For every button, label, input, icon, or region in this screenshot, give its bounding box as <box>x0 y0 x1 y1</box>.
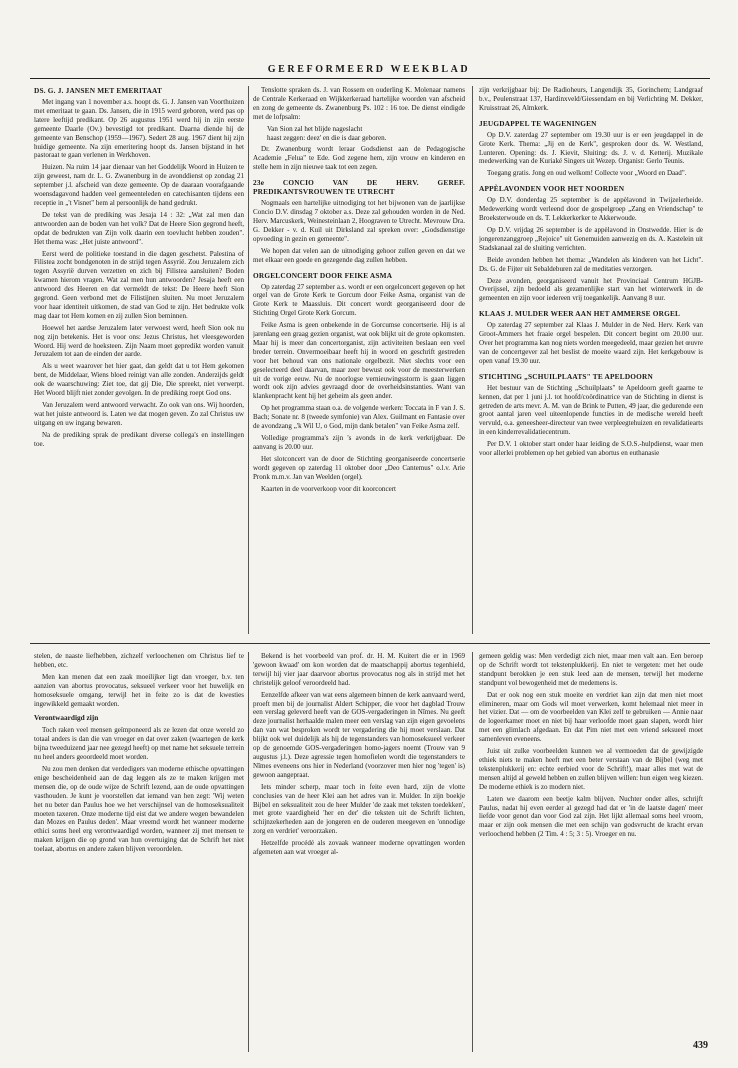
paragraph: Laten we daarom een beetje kalm blijven. Nuchter onder alles, schrijft Paulus, nadat hij even eerder al gezegd had dat er 'in de laatste dagen' meer liefde voor genot dan voor God zal zijn. Het lijkt allemaal soms heel vroom, maar er zijn ook mensen die met een schijn van godsvrucht de kracht ervan verloochend hebben (2 Tim. 4 : 5; 3 : 5). Vroeger en nu. <box>479 794 703 839</box>
paragraph: Iets minder scherp, maar toch in feite even hard, zijn de vlotte conclusies van de heer Klei aan het adres van ir. Mulder. In zijn boekje Bijbel en seksualiteit zou de heer Mulder 'de zaak met teksten toedekken', met grote vaardigheid 'her en der' die teksten uit de Schrift lichten, schijnzekerheden aan de jongeren en de ouderen meegeven en 'onnodige zorg en verdriet' veroorzaken. <box>253 782 465 836</box>
paragraph: Op zaterdag 27 september zal Klaas J. Mulder in de Ned. Herv. Kerk van Groot-Ammers het fraaie orgel bespelen. Dit concert begint om 20.00 uur. Over het programma kan nog niets worden meegedeeld, maar gezien het œuvre van de concertgever zal het beslist de moeite waard zijn. Het kerkgebouw is open vanaf 19.30 uur. <box>479 321 703 365</box>
column-divider <box>472 86 473 634</box>
paragraph: Juist uit zulke voorbeelden kunnen we al vermoeden dat de gewijzigde ethiek niets te maken heeft met een beter verstaan van de Bijbel (weg met tekstenplukkerij en: echte eerbied voor de Schrift!), maar alles met wat de mensen altijd al geweld hebben en zullen blijven willen: hun eigen weg kiezen. De moderne ethiek is zo modern niet. <box>479 747 703 791</box>
paragraph: stelen, de naaste liefhebben, zichzelf verloochenen om Christus lief te hebben, etc. <box>34 652 244 669</box>
column-divider <box>472 652 473 1052</box>
column-1 <box>34 86 244 626</box>
paragraph: Toegang gratis. Jong en oud welkom! Collecte voor „Woord en Daad". <box>487 169 687 178</box>
paragraph: Het bestuur van de Stichting „Schuilplaats" te Apeldoorn geeft gaarne te kennen, dat per 1 juni j.l. tot hoofd/coördinatrice van de Stichting in dienst is getreden de arts mevr. A. M. van de Brink te Putten, 49 jaar, die gedurende een groot aantal jaren veel uiteenlopende functies in de medische wereld heeft vervuld, o.a. geneesheer-directeur van twee verpleegtehuizen en revalidatiearts in een kinderrevalidatiecentrum. <box>479 383 703 437</box>
bottom-column-1 <box>34 652 244 1052</box>
paragraph: Op het programma staan o.a. de volgende werken: Toccata in F van J. S. Bach; Sonate nr. 8 (tweede symfonie) van Alex. Guilmant en Fantasie over de avondzang „'k Wil U, o God, mijn dank betalen" van Feike Asma zelf. <box>253 404 465 431</box>
paragraph: Op zaterdag 27 september a.s. wordt er een orgelconcert gegeven op het orgel van de Grote Kerk te Gorcum door Feike Asma, organist van de Grote Kerk te Maassluis. Dit concert wordt georganiseerd door de Stichting Orgel Grote Kerk Gorcum. <box>253 282 465 318</box>
subheading: Verontwaardigd zijn <box>34 713 99 723</box>
article-heading: DS. G. J. JANSEN MET EMERITAAT <box>34 86 163 95</box>
article-heading: ORGELCONCERT DOOR FEIKE ASMA <box>253 270 393 280</box>
paragraph: Toch raken veel mensen geïmponeerd als ze lezen dat onze wereld zo totaal anders is dan die van vroeger en dat over zaken (waartegen de kerk bijna tweeduizend jaar nee gezegd heeft) op met name het seksuele terrein nu heel anders geoordeeld moet worden. <box>34 726 244 762</box>
psalm-verse: haast zeggen: deez' en die is daar geboren. <box>267 133 387 142</box>
masthead-rule <box>30 78 710 79</box>
paragraph: We hopen dat velen aan de uitnodiging gehoor zullen geven en dat we met elkaar een goede en gezegende dag zullen hebben. <box>253 246 465 264</box>
paragraph: Feike Asma is geen onbekende in de Gorcumse concertserie. Hij is al jarenlang een graag gezien organist, wat ook blijkt uit de grote opkomsten. Maar hij is meer dan concertorganist, zijn activiteiten beslaan een veel breder terrein. Onvermoeibaar heeft hij in woord en geschrift gestreden voor het behoud van ons nationale orgelbezit. Niet slechts voor een geselecteerd deel daarvan, maar zeer bewust ook voor de meesterwerken uit de vorige eeuw. Nu de noorlogse vernieuwingsstorm is gaan liggen wordt ook zijn advies gevraagd door de overheidsinstanties. Want van klankenpracht kent hij het geheim als geen ander. <box>253 321 465 401</box>
paragraph: Hetzelfde procédé als zovaak wanneer moderne opvattingen worden afgemeten aan wat vroeger al- <box>253 839 465 857</box>
paragraph: De tekst van de prediking was Jesaja 14 : 32: „Wat zal men dan antwoorden aan de boden van het volk? Dat de Heere Sion gegrond heeft, opdat de bedrukten van Zijn volk daarin een toevlucht hebben zouden". Het thema was: „Het juiste antwoord". <box>34 210 244 246</box>
column-divider <box>248 86 249 634</box>
paragraph: Tenslotte spraken ds. J. van Rossem en ouderling K. Molenaar namens de Centrale Kerkeraad en Wijkkerkeraad hartelijke woorden van afscheid en zong de gemeente ds. Zwanenburg Ps. 102 : 16 toe. De dienst eindigde met de lofpsalm: <box>253 86 465 121</box>
paragraph: Per D.V. 1 oktober start onder haar leiding de S.O.S.-hulpdienst, waar men voor allerlei problemen op het gebied van abortus en euthanasie <box>479 440 703 458</box>
article-heading: APPÈLAVONDEN VOOR HET NOORDEN <box>479 184 625 194</box>
article-heading: JEUGDAPPEL TE WAGENINGEN <box>479 118 597 128</box>
paragraph: Eenzelfde afkeer van wat eens algemeen binnen de kerk aanvaard werd, proeft men bij de journalist Aldert Schipper, die voor het dagblad Trouw een verslag geleverd heeft van de GOS-vergaderingen in Nîmes. Nu geeft deze journalist herhaalde malen meer een verslag van zijn eigen gevoelens dan van wat besproken wordt ter vergadering die hij moet verslaan. Dat blijkt ook wel duidelijk als hij de tegenstanders van homoseksueel verkeer op de genoemde GOS-vergaderingen homo-jagers noemt (Trouw van 9 augustus j.l.). Deze agressie tegen homofielen wordt die tegenstanders te Nîmes eveneens ons hier in Nederland (voorzover men hier nog 'tegen' is) gewoon aangepraat. <box>253 690 465 779</box>
section-divider <box>30 643 710 644</box>
paragraph: Volledige programma's zijn 's avonds in de kerk verkrijgbaar. De aanvang is 20.00 uur. <box>253 434 465 451</box>
psalm-verse: Van Sion zal het blijde nageslacht <box>267 124 363 133</box>
paragraph: Op D.V. donderdag 25 september is de appèlavond in Twijzelerheide. Medewerking wordt verleend door de gospelgroep „Zang en Vriendschap" te Broeksterwoude en ds. T. Lekkerkerker te Akkerwoude. <box>479 196 703 223</box>
paragraph: Deze avonden, georganiseerd vanuit het Provinciaal Centrum HGJB-Overijssel, zijn bedoeld als gezamenlijke start van het winterwerk in de gemeenten en zijn voor iedereen vrij toegankelijk. Aanvang 8 uur. <box>479 276 703 303</box>
paragraph: Dat er ook nog een stuk moeite en verdriet kan zijn dat men niet moet elimineren, maar om Gods wil moet verwerken, komt helemaal niet meer in het vizier. Dat — om de voorbeelden van Klei zelf te gebruiken — Annie naar de logeerkamer moet en niet bij haar verloofde moet gaan slapen, wordt hier met een glimlach afgedaan. En dat Pim niet met een vriend seksueel moet samenleven eveneens. <box>479 690 703 744</box>
paragraph: Nu zou men denken dat verdedigers van moderne ethische opvattingen enige bescheidenheid aan de dag leggen als ze te maken krijgen met mensen die, op de oude wijze de Schrift lezend, aan de oude opvattingen vasthouden. Je kunt je voorstellen dat iemand van hen zegt: 'Wij weten het nu beter dan Paulus hoe we het verschijnsel van de homoseksualiteit moeten taxeren. Onze moderne tijd eist dat we andere wegen bewandelen dan Mozes en Paulus deden'. Maar vreemd wordt het wanneer moderne ethici soms heel erg verontwaardigd worden, wanneer zij met mensen te maken krijgen die op grond van hun overtuiging dat de Schrift het niet toelaat, abortus en andere zaken blijven veroordelen. <box>34 764 244 854</box>
paragraph: Men kan menen dat een zaak moeilijker ligt dan vroeger, b.v. ten aanzien van abortus provocatus, seksueel verkeer voor het huwelijk en homoseksuele omgang, terwijl het in feite zo is dat de kwesties ingewikkeld gemaakt worden. <box>34 672 244 708</box>
paragraph: Van Jeruzalem werd antwoord verwacht. Zo ook van ons. Wij hoorden, wat het juiste antwoord is. Laten we dat mogen geven. Zo zal Christus uw uitgang en uw ingang bewaren. <box>34 401 244 427</box>
article-heading: KLAAS J. MULDER WEER AAN HET AMMERSE ORGEL <box>479 309 681 319</box>
column-2 <box>253 86 465 626</box>
column-divider <box>248 652 249 1052</box>
paragraph: Als u weet waarover het hier gaat, dan geldt dat u tot Hem gekomen bent, de Middelaar, Wiens bloed reinigt van alle zonden. Anderzijds geldt ook de waarschuwing: Ziet toe, dat gij Die, Die spreekt, niet verwerpt. Het Woord blijft niet zonder gevolgen. In de prediking roept God ons. <box>34 362 244 398</box>
bottom-column-2 <box>253 652 465 1052</box>
paragraph: Huizen. Na ruim 14 jaar dienaar van het Goddelijk Woord in Huizen te zijn geweest, nam dr. L. G. Zwanenburg in de avonddienst op zondag 21 september j.l. afscheid van deze gemeente. Op de daaraan voorafgaande woensdagavond hadden veel gemeenteleden en catechisanten tijdens een receptie in „'t Visnet" hem al persoonlijk de hand gedrukt. <box>34 163 244 207</box>
paragraph: Het slotconcert van de door de Stichting georganiseerde concertserie wordt gegeven op zaterdag 11 oktober door „Deo Cantemus" o.l.v. Arie Pronk m.m.v. Jan van Weelden (orgel). <box>253 454 465 481</box>
paragraph: gemeen geldig was: Men verdedigt zich niet, maar men valt aan. Een beroep op de Schrift wordt tot tekstenplukkerij. En niet te vergeten: met het oude standpunt berokken je een stuk leed aan de mensen, terwijl het moderne standpunt vol bewogenheid met de medemens is. <box>479 652 703 687</box>
paragraph: Hoewel het aardse Jeruzalem later verwoest werd, heeft Sion ook nu nog zijn betekenis. Het is voor ons: Jezus Christus, het vleesgeworden Woord. Hij werd de hoeksteen. Zijn Naam moet gepredikt worden vanuit Jeruzalem tot aan de einden der aarde. <box>34 323 244 359</box>
article-heading: 23e CONCIO VAN DE HERV. GEREF. PREDIKANTSVROUWEN TE UTRECHT <box>253 178 465 197</box>
paragraph: Kaarten in de voorverkoop voor dit koorconcert <box>261 484 397 493</box>
paragraph: Op D.V. vrijdag 26 september is de appèlavond in Onstwedde. Hier is de jongerenzanggroep „Rejoice" uit Genemuiden aanwezig en ds. A. Kastelein uit Stadskanaal zal de sluiting verrichten. <box>479 225 703 252</box>
page-number: 439 <box>693 1040 708 1051</box>
paragraph: Eerst werd de politieke toestand in die dagen geschetst. Palestina of Filistea zocht bondgenoten in de strijd tegen Assyrië. Zou Jeruzalem zich tegen Assyrië durven verzetten en zich bij Filistea aansluiten? Boden kwamen hierom vragen. Wat zal men hun antwoorden? Jesaja heeft een antwoord des Heeren en dat vermeldt de tekst: De Heere heeft Sion gegrond. Geen verbond met de Filistijnen sluiten. Nu moet Jeruzalem voor haar identiteit uitkomen, de stad van God te zijn. Het bedrukte volk mag daar tot Hem komen en zij zullen Sion beminnen. <box>34 249 244 320</box>
paragraph: Bekend is het voorbeeld van prof. dr. H. M. Kuitert die er in 1969 'gewoon kwaad' om kon worden dat de maatschappij abortus tegenhield, terwijl hij vier jaar daarvoor abortus provocatus nog als in strijd met het christelijk geloof veroordeeld had. <box>253 652 465 687</box>
column-3 <box>479 86 703 626</box>
masthead: GEREFORMEERD WEEKBLAD <box>267 64 471 75</box>
paragraph: Na de prediking sprak de predikant diverse collega's en instellingen toe. <box>34 430 244 448</box>
paragraph: Op D.V. zaterdag 27 september om 19.30 uur is er een jeugdappel in de Grote Kerk. Thema: „Jij en de Kerk", gesproken door ds. W. Westland, Lunteren. Opening: ds. J. Kievit, Sluiting: ds. J. v. d. Ketterij. Muzikale medewerking van de Kuriaké Singers uit Wezep. Organist: Gerlo Teunis. <box>479 130 703 166</box>
article-heading: STICHTING „SCHUILPLAATS" TE APELDOORN <box>479 371 653 381</box>
bottom-column-3 <box>479 652 703 1052</box>
paragraph: Beide avonden hebben het thema: „Wandelen als kinderen van het Licht". Ds. G. de Fijter uit Sebaldeburen zal de meditaties verzorgen. <box>479 255 703 273</box>
paragraph: Met ingang van 1 november a.s. hoopt ds. G. J. Jansen van Voorthuizen met emeritaat te gaan. Ds. Jansen, die in 1915 werd geboren, werd pas op latere leeftijd predikant. Op 26 augustus 1951 werd hij in zijn eerste gemeente Daarle (Ov.) bevestigd tot predikant. Daarna diende hij de gemeente van Benschop (1959—1967). Sedert 28 aug. 1967 dient hij zijn huidige gemeente. Na zijn emeritering hoopt ds. Jansen bijstand in het pastoraat te gaan verlenen in Werkhoven. <box>34 98 244 160</box>
paragraph: zijn verkrijgbaar bij: De Radioheurs, Langendijk 35, Gorinchem; Landgraaf b.v., Peulenstraat 137, Hardinxveld/Giessendam en bij Verlichting M. Dekker, Kruisstraat 26, Almkerk. <box>479 86 703 112</box>
paragraph: Dr. Zwanenburg wordt leraar Godsdienst aan de Pedagogische Academie „Felua" te Ede. God zegene hem, zijn vrouw en kinderen en stelle hem in zijn nieuwe taak tot een zegen. <box>253 145 465 172</box>
paragraph: Nogmaals een hartelijke uitnodiging tot het bijwonen van de jaarlijkse Concio D.V. dinsdag 7 oktober a.s. Deze zal gehouden worden in de Ned. Herv. Marcuskerk, Weinesteinlaan 2, Hoograven te Utrecht. Mevrouw Dra. G. Dekker - v. d. Kuil uit Dirksland zal spreken over: „Godsdienstige opvoeding in gezin en gemeente". <box>253 199 465 243</box>
